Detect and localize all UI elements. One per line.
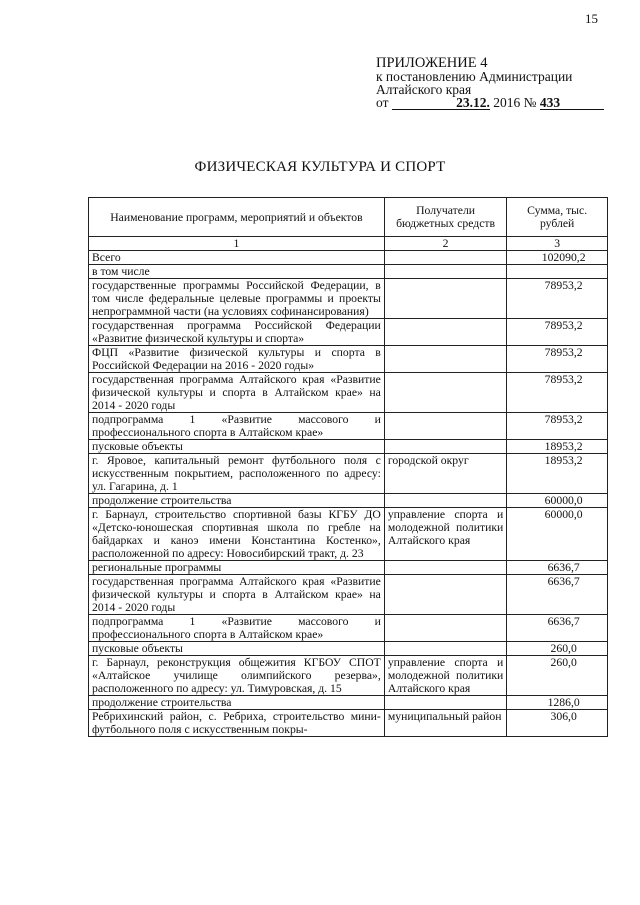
row-amount-cell: 260,0 [507,656,608,696]
table-row [89,319,608,346]
table-header-row [89,198,608,237]
row-amount-cell: 6636,7 [507,575,608,615]
row-recipient-cell [384,279,506,319]
row-name-cell: государственная программа Алтайского края «Развитие физической культуры и спорта в Алтайском крае» на 2014 - 2020 годы [89,575,385,615]
number-sign: № [523,95,537,110]
date-value: 23.12. [392,96,490,110]
appendix-date-line [376,96,604,110]
row-amount-cell: 6636,7 [507,615,608,642]
appendix-line-3: Алтайского края [376,82,472,97]
table-row [89,494,608,508]
table-row [89,413,608,440]
row-name-cell: г. Барнаул, реконструкция общежития КГБОУ СПОТ «Алтайское училище олимпийского резерва», расположенного по адресу: ул. Тимуровская, д. 15 [89,656,385,696]
table-row [89,696,608,710]
row-name-cell: продолжение строительства [89,696,385,710]
row-name-cell: подпрограмма 1 «Развитие массового и профессионального спорта в Алтайском крае» [89,615,385,642]
row-recipient-cell: управление спорта и молодежной политики Алтайского края [384,656,506,696]
table-row [89,642,608,656]
row-recipient-cell [384,575,506,615]
row-amount-cell: 18953,2 [507,454,608,494]
row-recipient-cell: управление спорта и молодежной политики Алтайского края [384,508,506,561]
table-row [89,656,608,696]
row-name-cell: в том числе [89,265,385,279]
appendix-line-2: к постановлению Администрации [376,69,573,84]
row-amount-cell: 102090,2 [507,251,608,265]
header-recipients: Получатели бюджетных средств [384,198,506,237]
page-number: 15 [585,11,598,26]
row-amount-cell: 1286,0 [507,696,608,710]
row-name-cell: региональные программы [89,561,385,575]
row-recipient-cell: муниципальный район [384,710,506,737]
row-amount-cell: 6636,7 [507,561,608,575]
row-name-cell: Всего [89,251,385,265]
date-year: 2016 [493,95,521,110]
row-amount-cell [507,265,608,279]
row-amount-cell: 78953,2 [507,346,608,373]
row-recipient-cell [384,494,506,508]
row-recipient-cell [384,265,506,279]
column-number: 1 [89,237,385,251]
row-amount-cell: 60000,0 [507,508,608,561]
row-recipient-cell [384,346,506,373]
table-row [89,251,608,265]
row-recipient-cell [384,615,506,642]
row-name-cell: г. Яровое, капитальный ремонт футбольного поля с искусственным покрытием, расположенного по адресу: ул. Гагарина, д. 1 [89,454,385,494]
column-number: 3 [507,237,608,251]
row-amount-cell: 78953,2 [507,279,608,319]
column-number-row [89,237,608,251]
row-name-cell: продолжение строительства [89,494,385,508]
row-recipient-cell [384,440,506,454]
row-name-cell: ФЦП «Развитие физической культуры и спорта в Российской Федерации на 2016 - 2020 годы» [89,346,385,373]
row-name-cell: государственные программы Российской Федерации, в том числе федеральные целевые программы и проекты непрограммной части (на условиях софинансирования) [89,279,385,319]
row-name-cell: пусковые объекты [89,642,385,656]
page-title: ФИЗИЧЕСКАЯ КУЛЬТУРА И СПОРТ [194,159,446,175]
row-amount-cell: 18953,2 [507,440,608,454]
row-amount-cell: 78953,2 [507,373,608,413]
row-name-cell: Ребрихинский район, с. Ребриха, строительство мини-футбольного поля с искусственным покры- [89,710,385,737]
row-name-cell: государственная программа Российской Федерации «Развитие физической культуры и спорта» [89,319,385,346]
row-recipient-cell: городской округ [384,454,506,494]
header-name: Наименование программ, мероприятий и объектов [89,198,385,237]
table-row [89,615,608,642]
table-row [89,265,608,279]
number-value: 433 [540,96,604,110]
date-prefix: от [376,95,389,110]
row-recipient-cell [384,319,506,346]
table-row [89,373,608,413]
appendix-block [376,57,604,110]
row-name-cell: г. Барнаул, строительство спортивной базы КГБУ ДО «Детско-юношеская спортивная школа по гребле на байдарках и каноэ имени Константина Костенко», расположенной по адресу: Новосибирский тракт, д. 23 [89,508,385,561]
row-recipient-cell [384,373,506,413]
programs-table [88,197,608,737]
table-row [89,575,608,615]
table-row [89,454,608,494]
table-row [89,440,608,454]
header-amount: Сумма, тыс. рублей [507,198,608,237]
column-number: 2 [384,237,506,251]
row-recipient-cell [384,561,506,575]
row-recipient-cell [384,251,506,265]
row-recipient-cell [384,696,506,710]
table-row [89,710,608,737]
appendix-title: ПРИЛОЖЕНИЕ 4 [376,55,488,71]
row-amount-cell: 60000,0 [507,494,608,508]
row-amount-cell: 260,0 [507,642,608,656]
row-amount-cell: 306,0 [507,710,608,737]
table-row [89,561,608,575]
row-name-cell: подпрограмма 1 «Развитие массового и профессионального спорта в Алтайском крае» [89,413,385,440]
row-name-cell: пусковые объекты [89,440,385,454]
row-amount-cell: 78953,2 [507,413,608,440]
row-amount-cell: 78953,2 [507,319,608,346]
row-recipient-cell [384,642,506,656]
table-row [89,346,608,373]
row-name-cell: государственная программа Алтайского края «Развитие физической культуры и спорта в Алтайском крае» на 2014 - 2020 годы [89,373,385,413]
row-recipient-cell [384,413,506,440]
table-row [89,279,608,319]
table-row [89,508,608,561]
